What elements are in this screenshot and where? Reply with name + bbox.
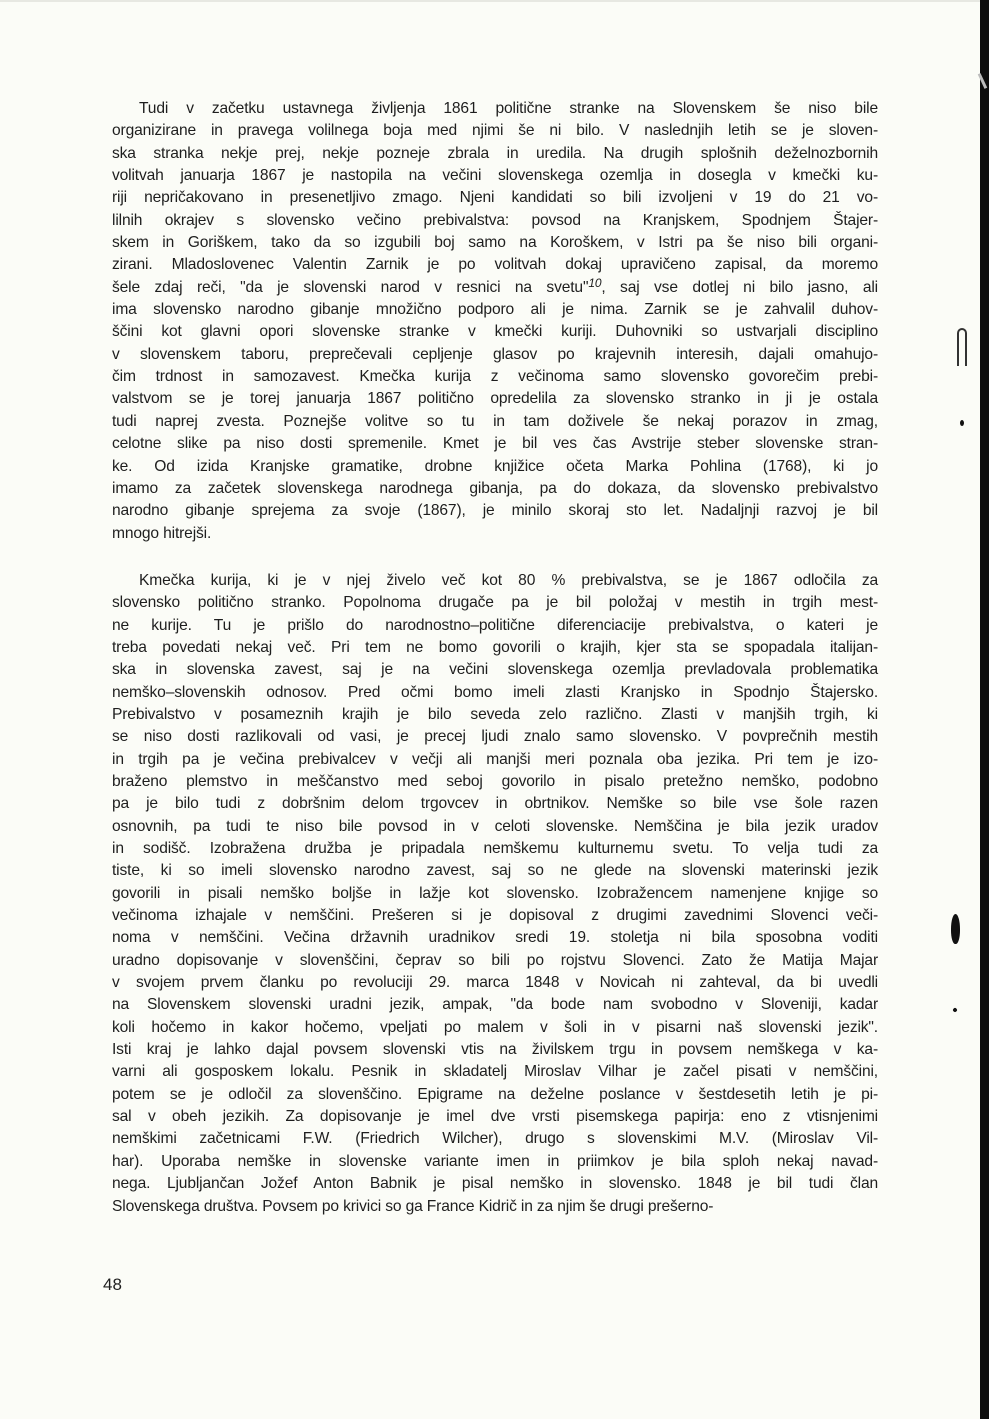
text-line: ne kurije. Tu je prišlo do narodnostno–politične diferenciacije prebivalstva, o kateri je [112, 616, 878, 634]
text-line: tiste, ki so imeli slovensko narodno zavest, saj so ne glede na slovenski materinski jezik [112, 862, 878, 880]
text-line: celotne slike pa niso dosti spremenile. Kmet je bil ves čas Avstrije steber slovenske stran- [112, 435, 878, 453]
scan-edge-shadow [980, 0, 989, 1419]
text-line [112, 277, 878, 299]
text-line: v svojem prvem članku po revoluciji 29. marca 1848 v Novicah ni zahteval, da bi uvedli [112, 974, 878, 992]
text-line: zirani. Mladoslovenec Valentin Zarnik je po volitvah dokaj upravičeno zapisal, da moremo [112, 256, 878, 274]
text-line: Slovenskega društva. Povsem po krivici so ga France Kidrič in za njim še drugi prešerno- [112, 1197, 714, 1215]
text-line: ska in slovenska zavest, saj je na večini slovenskega ozemlja prevladovala problematika [112, 661, 878, 679]
text-line: Tudi v začetku ustavnega življenja 1861 politične stranke na Slovenskem še niso bile [139, 100, 878, 117]
text-line: tudi naprej zvesta. Poznejše volitve so tu in tam doživele še nekaj porazov in zmag, [112, 412, 878, 430]
text-line: nemško–slovenskih odnosov. Pred očmi bomo imeli zlasti Kranjsko in Spodnjo Štajersko. [112, 683, 878, 701]
page-top-edge [0, 0, 980, 2]
text-line: slovensko politično stranko. Popolnoma drugače pa je bil položaj v mestih in trgih mest- [112, 594, 878, 612]
text-line: varni ali gosposkem lokalu. Pesnik in skladatelj Miroslav Vilhar je začel pisati v nemščini, [112, 1063, 878, 1081]
text-line: volitvah januarja 1867 je nastopila na večini slovenskega ozemlja in dosegla v kmečki ku- [112, 167, 878, 185]
text-line: večinoma izhajale v nemščini. Prešeren si je dopisoval z drugimi zavednimi Slovenci veči- [112, 907, 878, 925]
text-line: osnovnih, pa tudi te niso bile povsod in v celoti slovenske. Nemščina je bila jezik uradov [112, 817, 878, 835]
text-line: ščini kot glavni opori slovenske stranke v kmečki kuriji. Duhovniki so ustvarjali disciplino [112, 323, 878, 341]
text-line: Prebivalstvo v posameznih krajih je bilo seveda zelo različno. Zlasti v manjših trgih, ki [112, 705, 878, 723]
text-line: noma v nemščini. Večina državnih uradnikov sredi 19. stoletja ni bila sposobna voditi [112, 929, 878, 947]
text-line: lilnih okrajev s slovensko večino prebivalstva: povsod na Kranjskem, Spodnjem Štajer- [112, 211, 878, 229]
margin-bracket-mark [957, 328, 967, 366]
text-line: har). Uporaba nemške in slovenske variante imen in priimkov je bila sploh nekaj navad- [112, 1152, 878, 1170]
text-line: uradno dopisovanje v slovenščini, čeprav so bili po rojstvu Slovenci. Zato že Matija Majar [112, 951, 878, 969]
text-line: imamo za začetek slovenskega narodnega gibanja, pa do dokaza, da slovensko prebivalstvo [112, 479, 878, 497]
text-line: govorili in pisali nemško boljše in lažje kot slovensko. Izobražencem namenjene knjige so [112, 884, 878, 902]
margin-dot-mark [960, 420, 964, 426]
text-line: čim trdnost in samozavest. Kmečka kurija z večinoma samo slovensko govorečim prebi- [112, 368, 878, 386]
text-line: se niso dosti razlikovali od vasi, je precej ljudi znalo samo slovensko. V povprečnih mestih [112, 728, 878, 746]
text-line: valstvom se je torej januarja 1867 politično opredelila za slovensko stranko in ji je ostala [112, 390, 878, 408]
text-line: riji nepričakovano in presenetljivo zmago. Njeni kandidati so bili izvoljeni v 19 do 21 vo- [112, 189, 878, 207]
text-line: potem se je odločil za slovenščino. Epigrame na deželne poslance v šestdesetih letih je pi- [112, 1085, 878, 1103]
paragraph-1 [112, 98, 878, 545]
margin-dot-mark [952, 1007, 958, 1013]
text-line: braženo plemstvo in meščanstvo med seboj govorilo in pisalo pretežno nemško, podobno [112, 772, 878, 790]
text-line: nega. Ljubljančan Jožef Anton Babnik je pisal nemško in slovensko. 1848 je bil tudi član [112, 1175, 878, 1193]
text-line: treba povedati nekaj več. Pri tem ne bomo govorili o krajih, kjer sta se spopadala italijan- [112, 638, 878, 656]
footnote-reference[interactable]: 10 [588, 275, 602, 290]
page-body [112, 98, 878, 1218]
text-line: koli hočemo in kakor hočemo, vpeljati po malem v šoli in v pisarni naš slovenski jezik". [112, 1018, 878, 1036]
text-line: narodno gibanje sprejema za svoje (1867), je minilo skoraj sto let. Nadaljnji razvoj je bil [112, 502, 878, 520]
page-number: 48 [103, 1275, 122, 1294]
text-fragment: , saj vse dotlej ni bilo jasno, ali [601, 278, 878, 296]
text-line: pa je bilo tudi z dobršnim delom trgovcev in obrtnikov. Nemške so bile vse šole razen [112, 795, 878, 813]
text-line: in sodišč. Izobražena družba je pripadala nemškemu kulturnemu svetu. To velja tudi za [112, 840, 878, 857]
paragraph-2 [112, 570, 878, 1218]
text-line: nemškimi začetnicami F.W. (Friedrich Wilcher), drugo s slovenskimi M.V. (Miroslav Vil- [112, 1130, 878, 1148]
quoted-text: šele zdaj reči, "da je slovenski narod v resnici na svetu" [112, 278, 589, 296]
text-line: ke. Od izida Kranjske gramatike, drobne knjižice očeta Marka Pohlina (1768), ki jo [112, 457, 878, 475]
text-line: organizirane in pravega volilnega boja med njimi še ni bilo. V naslednjih letih se je sloven- [112, 122, 878, 140]
text-line: Kmečka kurija, ki je v njej živelo več kot 80 % prebivalstva, se je 1867 odločila za [139, 571, 878, 589]
text-line: mnogo hitrejši. [112, 524, 212, 542]
text-line: ima slovensko narodno gibanje množično podporo ali je nima. Zarnik se je zahvalil duhov- [112, 301, 878, 319]
text-line: in trgih pa je večina prebivalcev v večji ali manjši meri poznala oba jezika. Pri tem je izo- [112, 750, 878, 768]
text-line: skem in Goriškem, tako da so izgubili boj samo na Koroškem, v Istri pa še niso bili organi- [112, 234, 878, 252]
text-line: ska stranka nekje prej, nekje pozneje zbrala in uredila. Na drugih splošnih deželnozbornih [112, 144, 878, 162]
text-line: v slovenskem taboru, preprečevali cepljenje glasov po krajevnih interesih, dajali omahujo- [112, 345, 878, 363]
text-line: na Slovenskem slovenski uradni jezik, ampak, "da bode nam svobodno v Sloveniji, kadar [112, 996, 878, 1014]
text-line: Isti kraj je lahko dajal povsem slovenski vtis na živilskem trgu in povsem nemškega v ka- [112, 1041, 878, 1059]
text-line: sal v obeh jezikih. Za dopisovanje je imel dve vrsti pisemskega papirja: eno z vtisnjenimi [112, 1108, 878, 1126]
margin-ink-blot [951, 914, 960, 944]
